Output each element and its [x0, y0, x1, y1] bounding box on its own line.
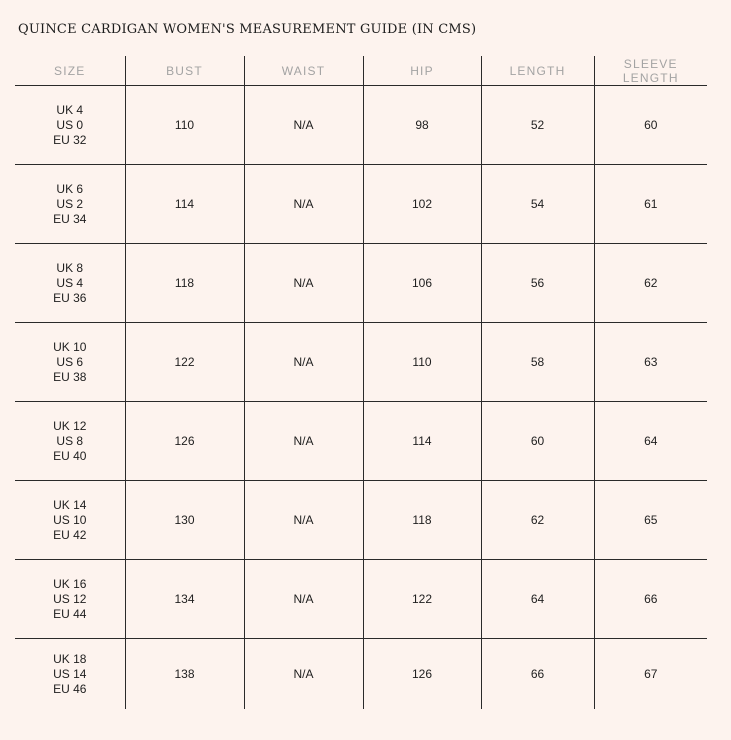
- waist-cell: N/A: [244, 560, 363, 639]
- sleeve-cell: 61: [594, 165, 707, 244]
- waist-cell: N/A: [244, 402, 363, 481]
- size-label: US 8: [56, 433, 84, 448]
- size-label: EU 40: [53, 448, 87, 463]
- length-cell: 62: [481, 481, 594, 560]
- header-row: [15, 56, 707, 86]
- table-row: [15, 86, 707, 165]
- hip-cell: 118: [363, 481, 481, 560]
- header-hip: HIP: [363, 56, 481, 86]
- table-row: [15, 639, 707, 710]
- sleeve-cell: 67: [594, 639, 707, 710]
- size-label: UK 8: [56, 260, 84, 275]
- waist-cell: N/A: [244, 86, 363, 165]
- size-cell: [15, 165, 125, 244]
- size-label: EU 44: [53, 606, 87, 621]
- header-sleeve-line2: LENGTH: [622, 70, 679, 85]
- waist-cell: N/A: [244, 244, 363, 323]
- size-label: UK 6: [56, 181, 84, 196]
- sleeve-cell: 63: [594, 323, 707, 402]
- page-title: QUINCE CARDIGAN WOMEN'S MEASUREMENT GUIDE (IN CMS): [18, 22, 477, 37]
- bust-cell: 138: [125, 639, 244, 710]
- header-sleeve-line1: SLEEVE: [623, 56, 678, 71]
- length-cell: 60: [481, 402, 594, 481]
- size-cell: [15, 323, 125, 402]
- table-body: [15, 86, 707, 710]
- size-cell: [15, 402, 125, 481]
- bust-cell: 134: [125, 560, 244, 639]
- size-label: US 6: [56, 354, 84, 369]
- bust-cell: 118: [125, 244, 244, 323]
- table-row: [15, 402, 707, 481]
- hip-cell: 122: [363, 560, 481, 639]
- size-cell: [15, 244, 125, 323]
- size-label: EU 38: [53, 369, 87, 384]
- waist-cell: N/A: [244, 323, 363, 402]
- size-label: US 0: [56, 117, 84, 132]
- hip-cell: 126: [363, 639, 481, 710]
- hip-cell: 106: [363, 244, 481, 323]
- size-label: EU 36: [53, 290, 87, 305]
- size-cell: [15, 481, 125, 560]
- header-waist: WAIST: [244, 56, 363, 86]
- bust-cell: 122: [125, 323, 244, 402]
- hip-cell: 110: [363, 323, 481, 402]
- size-label: EU 46: [53, 681, 87, 696]
- size-label: US 10: [53, 512, 87, 527]
- hip-cell: 102: [363, 165, 481, 244]
- bust-cell: 114: [125, 165, 244, 244]
- bust-cell: 126: [125, 402, 244, 481]
- size-label: UK 16: [53, 576, 87, 591]
- sleeve-cell: 60: [594, 86, 707, 165]
- length-cell: 66: [481, 639, 594, 710]
- length-cell: 64: [481, 560, 594, 639]
- length-cell: 52: [481, 86, 594, 165]
- sleeve-cell: 64: [594, 402, 707, 481]
- length-cell: 56: [481, 244, 594, 323]
- size-label: EU 42: [53, 527, 87, 542]
- waist-cell: N/A: [244, 481, 363, 560]
- size-cell: [15, 560, 125, 639]
- size-label: US 14: [53, 666, 87, 681]
- size-label: US 4: [56, 275, 84, 290]
- length-cell: 54: [481, 165, 594, 244]
- table-row: [15, 244, 707, 323]
- length-cell: 58: [481, 323, 594, 402]
- hip-cell: 98: [363, 86, 481, 165]
- size-label: EU 32: [53, 132, 87, 147]
- bust-cell: 130: [125, 481, 244, 560]
- table-row: [15, 560, 707, 639]
- size-cell: [15, 639, 125, 710]
- size-label: US 2: [56, 196, 84, 211]
- header-sleeve-length: [594, 56, 707, 86]
- header-length: LENGTH: [481, 56, 594, 86]
- size-label: UK 12: [53, 418, 87, 433]
- size-cell: [15, 86, 125, 165]
- table-row: [15, 165, 707, 244]
- table-row: [15, 481, 707, 560]
- size-label: UK 18: [53, 651, 87, 666]
- measurement-table: [15, 56, 707, 709]
- size-label: UK 10: [53, 339, 87, 354]
- sleeve-cell: 65: [594, 481, 707, 560]
- header-bust: BUST: [125, 56, 244, 86]
- waist-cell: N/A: [244, 165, 363, 244]
- waist-cell: N/A: [244, 639, 363, 710]
- size-label: UK 14: [53, 497, 87, 512]
- table-row: [15, 323, 707, 402]
- hip-cell: 114: [363, 402, 481, 481]
- header-size: SIZE: [15, 56, 125, 86]
- size-label: EU 34: [53, 211, 87, 226]
- size-label: UK 4: [56, 102, 84, 117]
- sleeve-cell: 66: [594, 560, 707, 639]
- sleeve-cell: 62: [594, 244, 707, 323]
- bust-cell: 110: [125, 86, 244, 165]
- size-label: US 12: [53, 591, 87, 606]
